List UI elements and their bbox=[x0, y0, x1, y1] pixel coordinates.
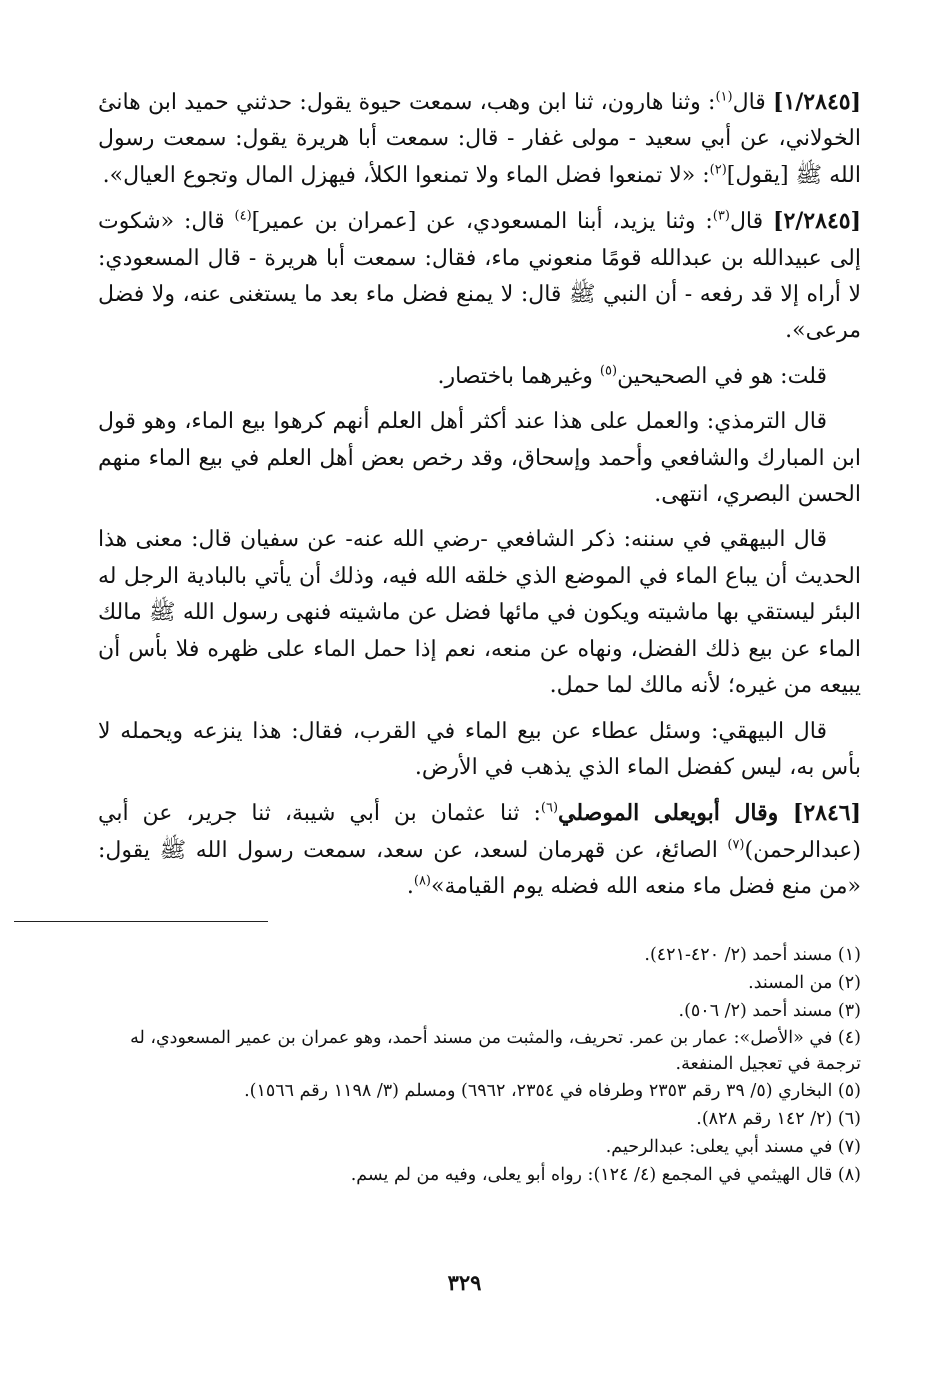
footnote-marker[interactable]: (٧) bbox=[727, 837, 745, 853]
commentary-paragraph-1 bbox=[98, 359, 861, 395]
paragraph-text: قلت: هو في الصحيحين bbox=[617, 363, 827, 389]
page-number: ٣٢٩ bbox=[447, 1270, 482, 1295]
paragraph-text: قال البيهقي: وسئل عطاء عن بيع الماء في القرب، فقال: هذا ينزعه ويحمله لا بأس به، ليس كفضل الماء الذي يذهب في الأرض. bbox=[98, 718, 861, 780]
footnote: (٧) في مسند أبي يعلى: عبدالرحيم. bbox=[605, 1136, 861, 1157]
footnote-marker[interactable]: (٥) bbox=[599, 363, 618, 379]
commentary-paragraph-2 bbox=[98, 404, 861, 513]
footnote: (٤) في «الأصل»: عمار بن عمر. تحريف، والمثبت من مسند أحمد، وهو عمران بن عمير المسعودي، له ترجمة في تعجيل المنفعة. bbox=[130, 1027, 861, 1074]
footnote-marker[interactable]: (٣) bbox=[712, 208, 730, 224]
paragraph-text: قال الترمذي: والعمل على هذا عند أكثر أهل العلم أنهم كرهوا بيع الماء، وهو قول ابن المبارك والشافعي وأحمد وإسحاق، وقد رخص بعض أهل العلم في بيع الماء منهم الحسن البصري، انتهى. bbox=[98, 409, 861, 508]
paragraph-text: وغيرهما باختصار. bbox=[437, 363, 600, 389]
paragraph-text: : «لا تمنعوا فضل الماء ولا تمنعوا الكلأ، فيهزل المال وتجوع العيال». bbox=[102, 162, 710, 188]
footnote: (٨) قال الهيثمي في المجمع (٤/ ١٢٤): رواه أبو يعلى، وفيه من لم يسم. bbox=[350, 1164, 861, 1185]
paragraph-text: قال bbox=[729, 209, 774, 235]
hadith-ref: [١/٢٨٤٥] bbox=[773, 89, 861, 115]
hadith-paragraph-1 bbox=[98, 84, 861, 194]
hadith-ref: [٢٨٤٦] وقال أبويعلى الموصلي bbox=[558, 800, 861, 827]
footnotes bbox=[98, 941, 861, 1189]
paragraph-text: الصائغ، عن قهرمان لسعد، عن سعد، سمعت رسول الله ﷺ يقول: «من منع فضل ماء منعه الله فضله يوم القيامة» bbox=[98, 837, 861, 900]
hadith-ref: [٢/٢٨٤٥] bbox=[773, 208, 861, 235]
footnote-marker[interactable]: (٨) bbox=[413, 873, 431, 889]
commentary-paragraph-4 bbox=[98, 714, 861, 787]
footnote-marker[interactable]: (١) bbox=[715, 89, 733, 105]
footnote: (١) مسند أحمد (٢/ ٤٢٠-٤٢١). bbox=[644, 944, 861, 965]
hadith-paragraph-3 bbox=[98, 795, 861, 905]
footnote: (٢) من المسند. bbox=[748, 972, 861, 993]
paragraph-text: قال: «شكوت إلى عبيدالله بن عبدالله قومًا منعوني ماء، فقال: سمعت أبا هريرة - قال المسعودي: لا أراه إلا قد رفعه - أن النبي ﷺ قال: لا يمنع فضل ماء بعد ما يستغنى عنه، ولا فضل مرعى». bbox=[98, 209, 861, 344]
paragraph-text: قال البيهقي في سننه: ذكر الشافعي -رضي الله عنه- عن سفيان قال: معنى هذا الحديث أن يباع الماء في الموضع الذي خلقه الله فيه، وذلك أن يأتي بالبادية الرجل له البئر ليستقي بها ماشيته ويكون في مائها فضل عن ماشيته فنهى رسول الله ﷺ مالك الماء عن بيع ذلك الفضل، ونهاه عن منعه، نعم إذا حمل الماء على ظهره فلا بأس أن يبيعه من غيره؛ لأنه مالك لما حمل. bbox=[98, 527, 862, 699]
paragraph-text: . bbox=[406, 874, 414, 900]
footnote-marker[interactable]: (٦) bbox=[540, 800, 559, 816]
footnote: (٥) البخاري (٥/ ٣٩ رقم ٢٣٥٣ وطرفاه في ٢٣٥٤، ٦٩٦٢) ومسلم (٣/ ١١٩٨ رقم ١٥٦٦). bbox=[244, 1080, 861, 1101]
footnote-marker[interactable]: (٤) bbox=[234, 208, 252, 224]
footnote: (٣) مسند أحمد (٢/ ٥٠٦). bbox=[678, 1000, 861, 1021]
paragraph-text: قال bbox=[732, 90, 774, 115]
commentary-paragraph-3 bbox=[98, 522, 861, 704]
paragraph-text: : وثنا هارون، ثنا ابن وهب، سمعت حيوة يقول: حدثني حميد ابن هانئ الخولاني، عن أبي سعيد - مولى غفار - قال: سمعت أبا هريرة يقول: سمعت رسول الله ﷺ [يقول] bbox=[98, 90, 861, 188]
hadith-paragraph-2 bbox=[98, 203, 861, 350]
footnote-marker[interactable]: (٢) bbox=[709, 162, 727, 178]
paragraph-text: : ثنا عثمان بن أبي شيبة، ثنا جرير، عن أبي (عبدالرحمن) bbox=[98, 801, 861, 863]
footnote: (٦) (٢/ ١٤٢ رقم ٨٢٨). bbox=[696, 1108, 861, 1129]
paragraph-text: : وثنا يزيد، أبنا المسعودي، عن [عمران بن عمير] bbox=[251, 209, 713, 235]
footnote-separator bbox=[98, 915, 861, 929]
footnote-rule bbox=[14, 921, 268, 922]
